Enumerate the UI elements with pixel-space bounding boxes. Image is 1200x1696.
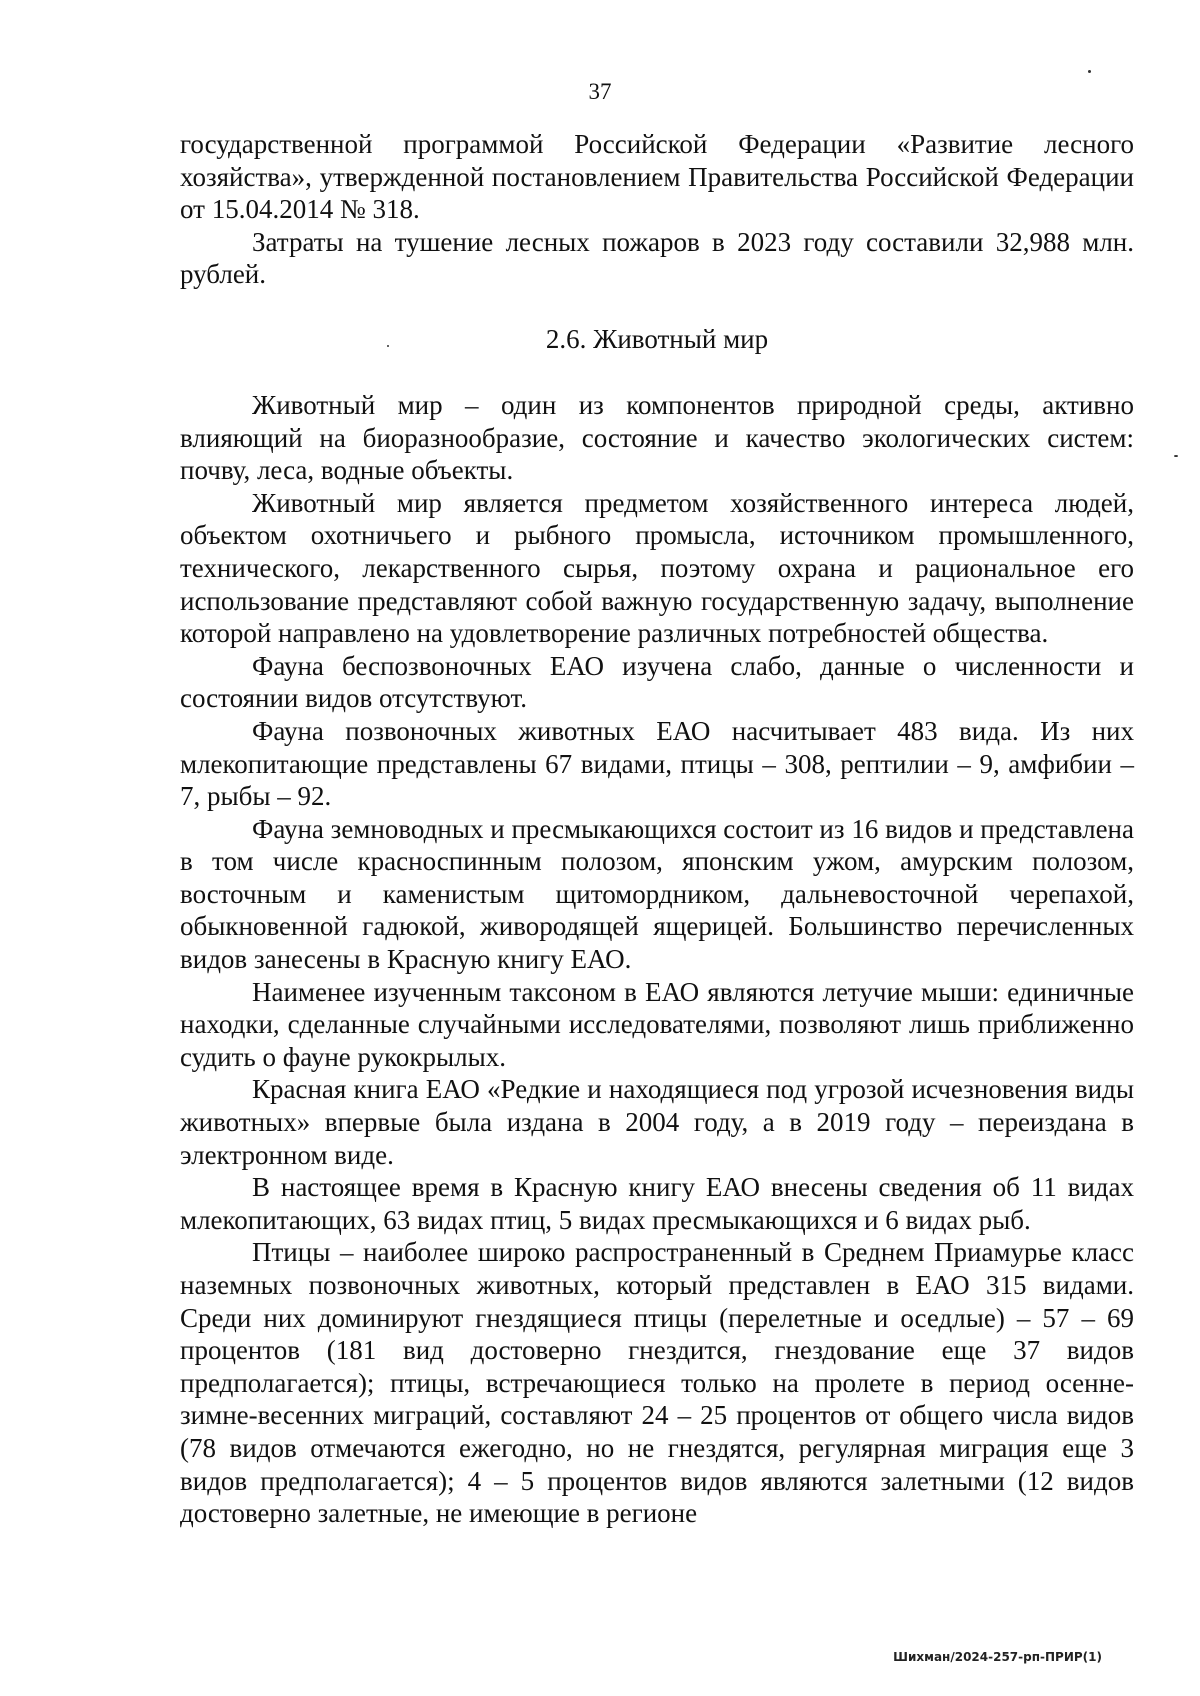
- paragraph-2: Животный мир является предметом хозяйственного интереса людей, объектом охотничьего и рыбного промысла, источником промышленного, технического, лекарственного сырья, поэтому охрана и рациональное его использование представляют собой важную государственную задачу, выполнение которой направлено на удовлетворение различных потребностей общества.: [180, 487, 1134, 649]
- paragraph-8: В настоящее время в Красную книгу ЕАО внесены сведения об 11 видах млекопитающих, 63 видах птиц, 5 видах пресмыкающихся и 6 видах рыб.: [180, 1172, 1134, 1235]
- paragraph-3: Фауна беспозвоночных ЕАО изучена слабо, данные о численности и состоянии видов отсутствуют.: [180, 650, 1134, 714]
- paragraph-7: Красная книга ЕАО «Редкие и находящиеся под угрозой исчезновения виды животных» впервые была издана в 2004 году, а в 2019 году – переиздана в электронном виде.: [180, 1074, 1134, 1170]
- scan-speck: [1174, 455, 1178, 457]
- page-number: 37: [588, 79, 612, 104]
- paragraph-6: Наименее изученным таксоном в ЕАО являются летучие мыши: единичные находки, сделанные случайными исследователями, позволяют лишь приближенно судить о фауне рукокрылых.: [180, 976, 1134, 1072]
- scan-speck: [1088, 70, 1091, 73]
- section-heading: 2.6. Животный мир: [545, 323, 769, 354]
- paragraph-5: Фауна земноводных и пресмыкающихся состоит из 16 видов и представлена в том числе красноспинным полозом, японским ужом, амурским полозом, восточным и каменистым щитомордником, дальневосточной черепахой, обыкновенной гадюкой, живородящей ящерицей. Большинство перечисленных видов занесены в Красную книгу ЕАО.: [180, 813, 1134, 975]
- paragraph-1: Животный мир – один из компонентов природной среды, активно влияющий на биоразнообразие, состояние и качество экологических систем: почву, леса, водные объекты.: [180, 389, 1134, 486]
- paragraph-9: Птицы – наиболее широко распространенный в Среднем Приамурье класс наземных позвоночных животных, который представлен в ЕАО 315 видами. Среди них доминируют гнездящиеся птицы (перелетные и оседлые) – 57 – 69 процентов (181 вид достоверно гнездится, гнездование еще 37 видов предполагается); птицы, встречающиеся только на пролете в период осенне-зимне-весенних миграций, составляют 24 – 25 процентов от общего числа видов (78 видов отмечаются ежегодно, но не гнездятся, регулярная миграция еще 3 видов предполагается); 4 – 5 процентов видов являются залетными (12 видов достоверно залетные, не имеющие в регионе: [180, 1237, 1134, 1529]
- paragraph-continuation: государственной программой Российской Федерации «Развитие лесного хозяйства», утвержденной постановлением Правительства Российской Федерации от 15.04.2014 № 318.: [180, 129, 1134, 225]
- paragraph-4: Фауна позвоночных животных ЕАО насчитывает 483 вида. Из них млекопитающие представлены 67 видами, птицы – 308, рептилии – 9, амфибии – 7, рыбы – 92.: [180, 715, 1134, 812]
- footer-document-code: Шихман/2024-257-рп-ПРИР(1): [893, 1650, 1102, 1664]
- scan-speck: [387, 345, 389, 347]
- document-body: [180, 128, 1134, 1530]
- paragraph-fire-costs: Затраты на тушение лесных пожаров в 2023 году составили 32,988 млн. рублей.: [180, 226, 1134, 290]
